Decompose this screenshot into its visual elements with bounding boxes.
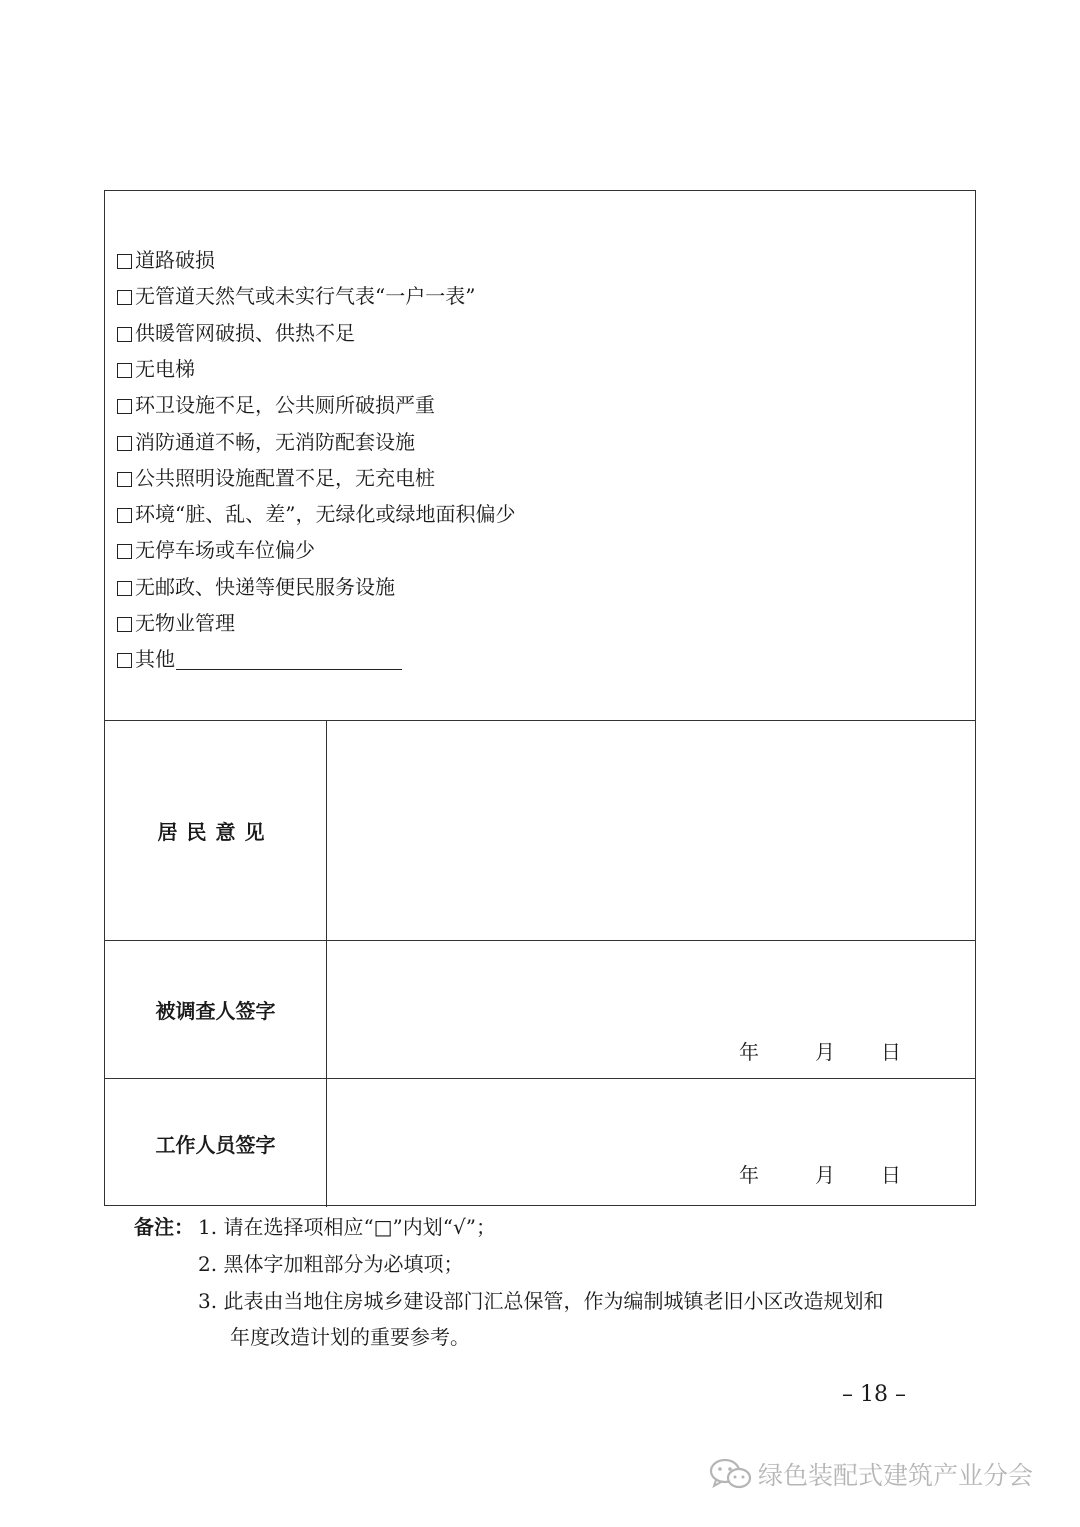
checklist-item[interactable] [117,357,195,381]
other-blank-line[interactable] [176,649,402,670]
checklist-item-label: 供暖管网破损、供热不足 [135,321,355,345]
staff-signature-row [105,1079,975,1207]
checklist-item-label: 无管道天然气或未实行气表“一户一表” [135,284,476,308]
checkbox[interactable] [117,617,132,632]
checklist-item[interactable] [117,538,315,562]
checklist-item[interactable] [117,647,402,671]
checkbox[interactable] [117,472,132,487]
checkbox[interactable] [117,290,132,305]
checkbox[interactable] [117,544,132,559]
watermark [708,1456,1033,1492]
month-label: 月 [815,1040,835,1064]
checklist-item[interactable] [117,430,415,454]
checkbox[interactable] [117,436,132,451]
respondent-signature-field[interactable] [327,941,975,1078]
resident-opinion-field[interactable] [327,721,975,940]
checkbox[interactable] [117,653,132,668]
wechat-icon [708,1458,752,1490]
checklist-item-label: 道路破损 [135,248,215,272]
checklist-item[interactable] [117,248,215,272]
month-label: 月 [815,1163,835,1187]
page-number: – 18 – [842,1382,906,1407]
checklist-item-label: 消防通道不畅，无消防配套设施 [135,430,415,454]
checklist-item-label: 无电梯 [135,357,195,381]
checkbox[interactable] [117,399,132,414]
note-item: 1. 请在选择项相应“□”内划“√”； [198,1215,496,1239]
respondent-signature-row [105,941,975,1079]
checklist-item[interactable] [117,284,475,308]
checkbox[interactable] [117,363,132,378]
checklist-item[interactable] [117,502,515,526]
resident-opinion-label: 居民意见 [105,721,327,940]
note-item: 2. 黑体字加粗部分为必填项； [198,1252,464,1276]
year-label: 年 [739,1163,759,1187]
checklist-item[interactable] [117,321,355,345]
checklist-item-label: 其他 [135,647,175,671]
checklist-item[interactable] [117,611,235,635]
checkbox[interactable] [117,581,132,596]
respondent-signature-label: 被调查人签字 [105,941,327,1078]
checklist-item[interactable] [117,575,395,599]
checklist-item-label: 无邮政、快递等便民服务设施 [135,575,395,599]
day-label: 日 [881,1163,901,1187]
note-item: 年度改造计划的重要参考。 [230,1325,470,1349]
notes-heading: 备注： [134,1215,194,1239]
checkbox[interactable] [117,327,132,342]
checkbox[interactable] [117,508,132,523]
resident-opinion-row [105,721,975,941]
checklist-item[interactable] [117,393,435,417]
checkbox[interactable] [117,254,132,269]
survey-form-table [104,190,976,1206]
checklist-item[interactable] [117,466,435,490]
checklist-item-label: 环境“脏、乱、差”，无绿化或绿地面积偏少 [135,502,516,526]
staff-signature-label: 工作人员签字 [105,1079,327,1207]
checklist-item-label: 无停车场或车位偏少 [135,538,315,562]
problem-checklist [105,191,975,721]
staff-signature-field[interactable] [327,1079,975,1207]
year-label: 年 [739,1040,759,1064]
checklist-item-label: 无物业管理 [135,611,235,635]
watermark-text: 绿色装配式建筑产业分会 [758,1461,1034,1490]
day-label: 日 [881,1040,901,1064]
checklist-item-label: 环卫设施不足，公共厕所破损严重 [135,393,435,417]
checklist-item-label: 公共照明设施配置不足，无充电桩 [135,466,435,490]
note-item: 3. 此表由当地住房城乡建设部门汇总保管，作为编制城镇老旧小区改造规划和 [198,1289,884,1313]
